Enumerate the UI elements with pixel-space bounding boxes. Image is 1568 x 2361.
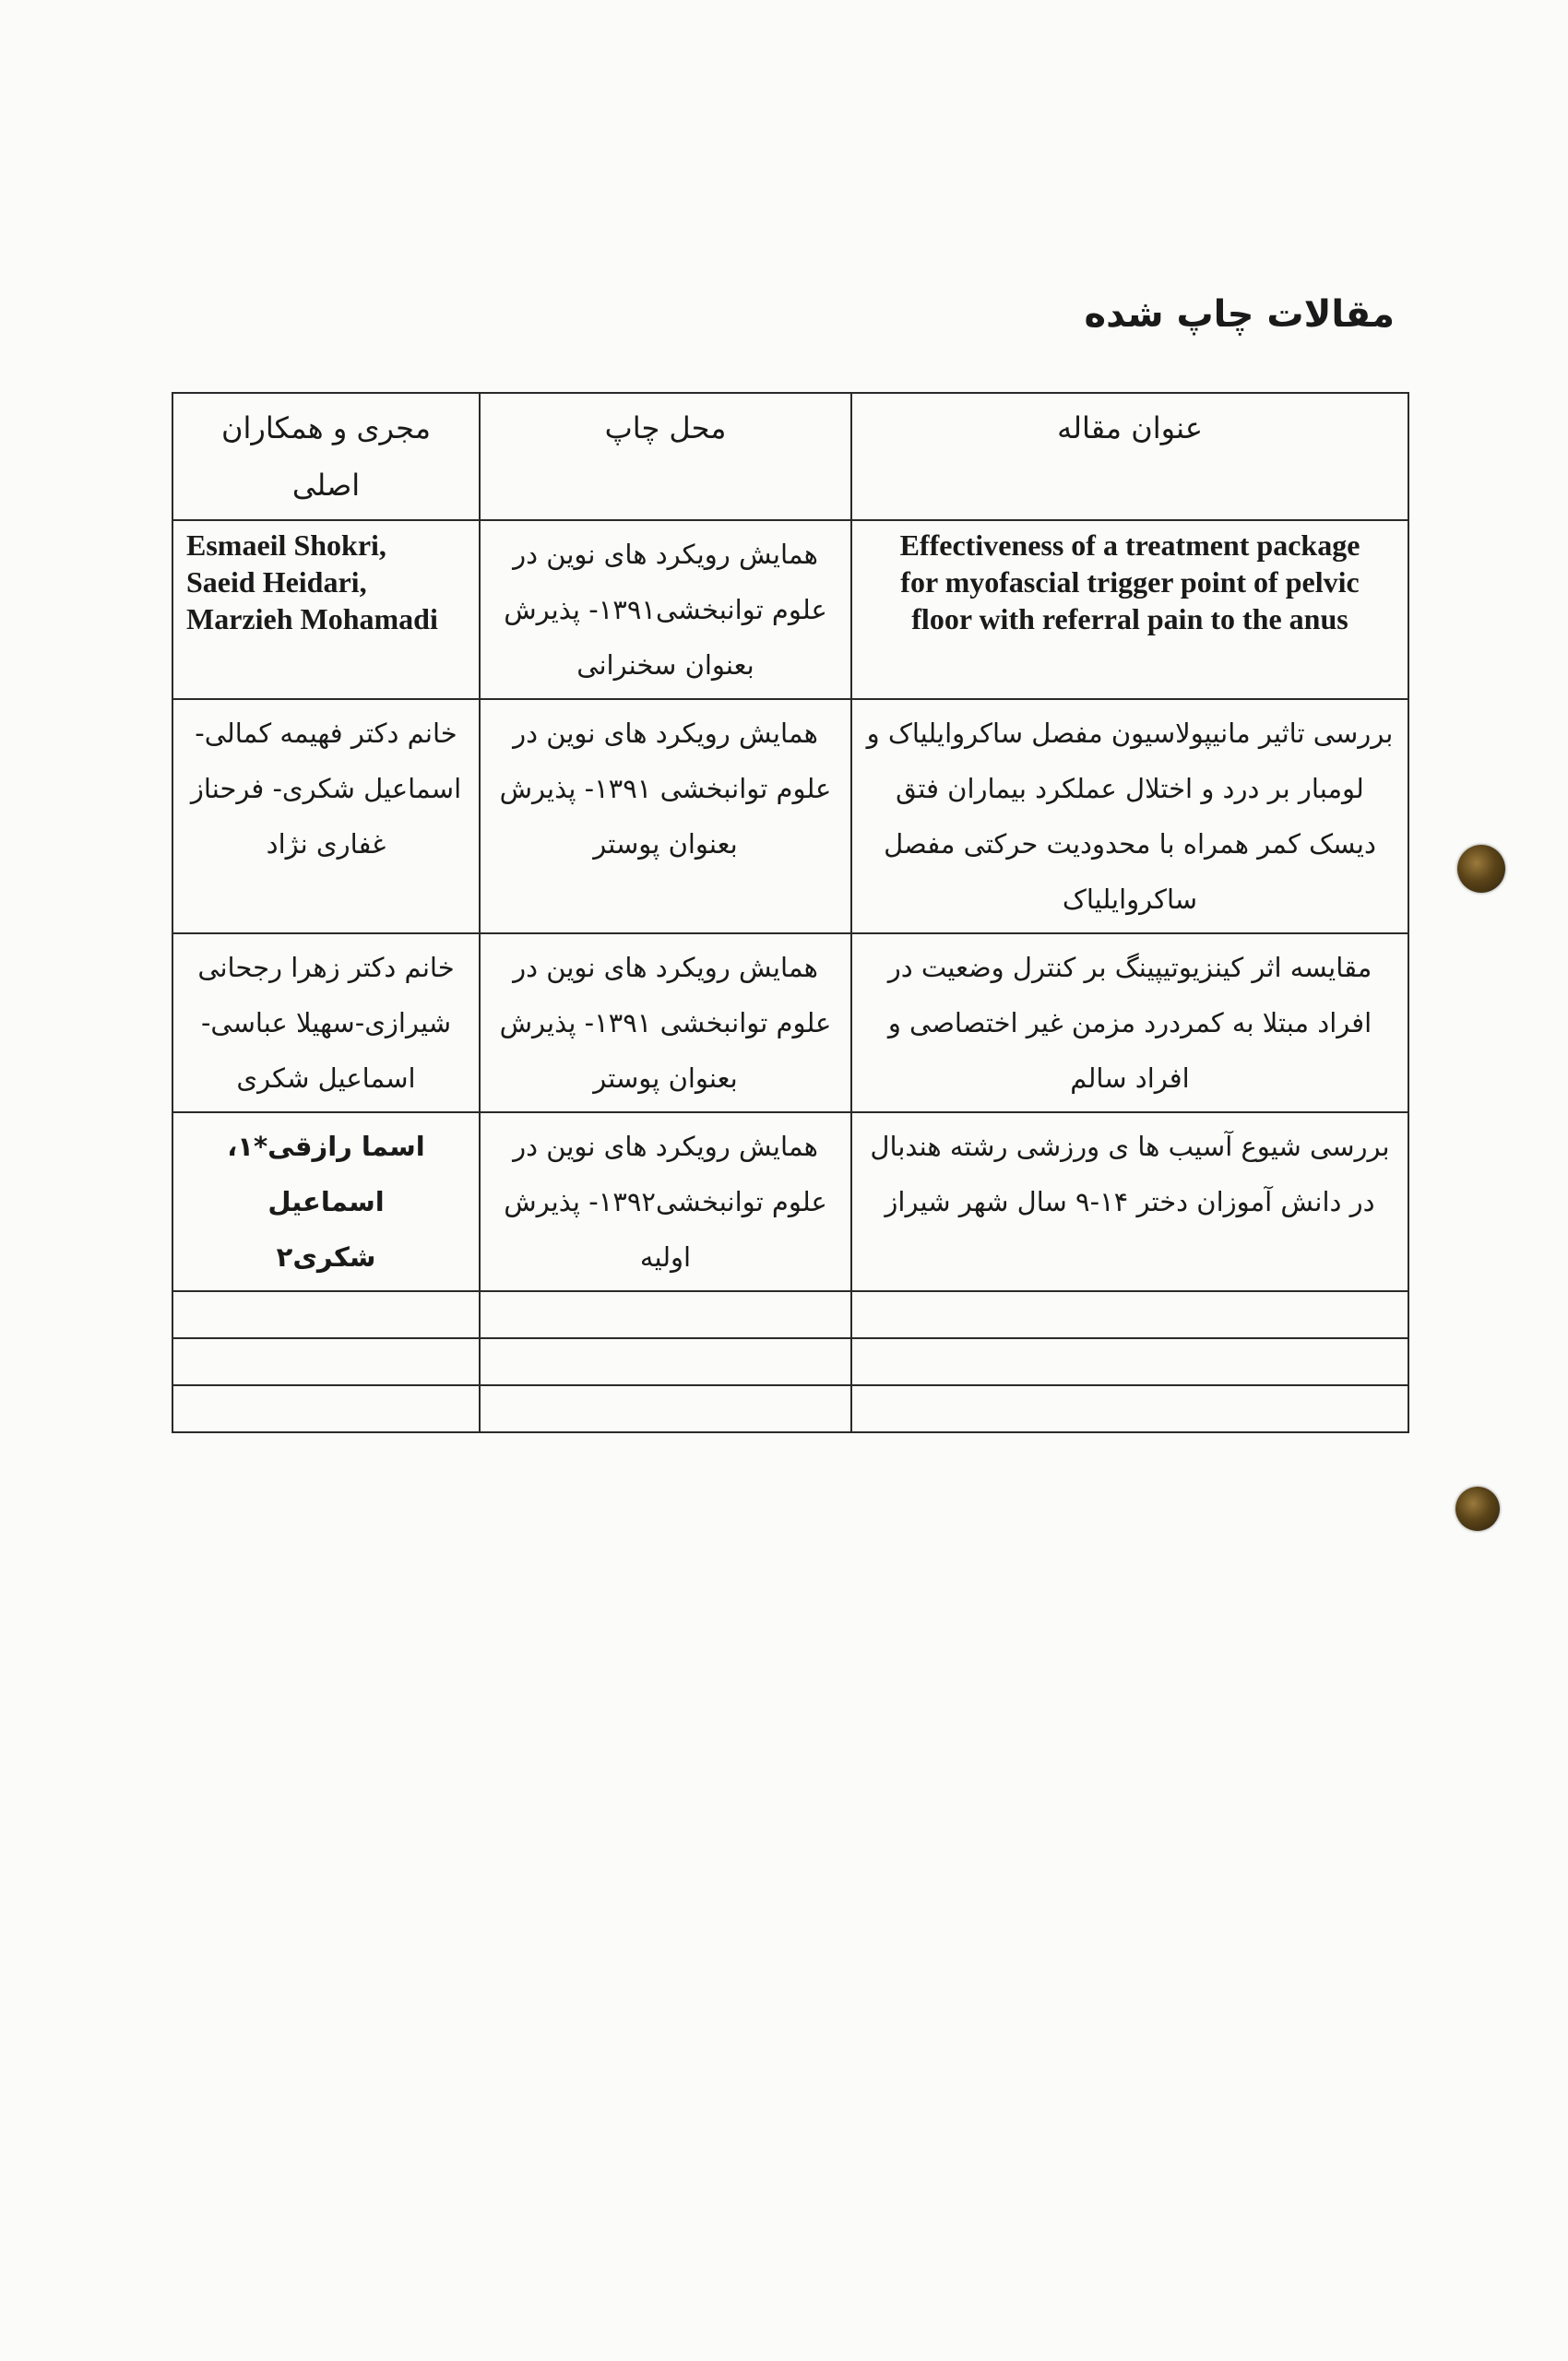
authors-text: اسما رازقی*۱، اسماعیل شکری۲ xyxy=(227,1131,425,1273)
empty-cell xyxy=(480,1385,851,1432)
title-text: مقایسه اثر کینزیوتیپینگ بر کنترل وضعیت در افراد مبتلا به کمردرد مزمن غیر اختصاصی و افراد سالم xyxy=(887,952,1372,1094)
cell-venue xyxy=(480,699,851,933)
cell-title xyxy=(851,933,1408,1112)
cell-title xyxy=(851,1112,1408,1291)
empty-cell xyxy=(172,1338,480,1385)
empty-cell xyxy=(480,1338,851,1385)
table-row xyxy=(172,933,1408,1112)
page-title: مقالات چاپ شده xyxy=(1084,293,1395,336)
table-row xyxy=(172,1112,1408,1291)
empty-cell xyxy=(172,1291,480,1338)
empty-table-row xyxy=(172,1291,1408,1338)
cell-title xyxy=(851,699,1408,933)
venue-text: همایش رویکرد های نوین در علوم توانبخشی۱۳۹۱- پذیرش بعنوان سخنرانی xyxy=(504,539,827,681)
empty-cell xyxy=(480,1291,851,1338)
venue-text: همایش رویکرد های نوین در علوم توانبخشی ۱۳۹۱- پذیرش بعنوان پوستر xyxy=(499,952,832,1094)
cell-venue xyxy=(480,1112,851,1291)
header-venue: محل چاپ xyxy=(480,393,851,520)
title-text: بررسی تاثیر مانیپولاسیون مفصل ساکروایلیاک و لومبار بر درد و اختلال عملکرد بیماران فتق دیسک کمر همراه با محدودیت حرکتی مفصل ساکروایلیاک xyxy=(866,718,1394,915)
cell-authors xyxy=(172,1112,480,1291)
venue-text: همایش رویکرد های نوین در علوم توانبخشی ۱۳۹۱- پذیرش بعنوان پوستر xyxy=(499,718,832,860)
venue-text: همایش رویکرد های نوین در علوم توانبخشی۱۳۹۲- پذیرش اولیه xyxy=(504,1131,827,1273)
cell-venue xyxy=(480,933,851,1112)
header-title: عنوان مقاله xyxy=(851,393,1408,520)
cell-venue xyxy=(480,520,851,699)
empty-cell xyxy=(851,1291,1408,1338)
header-authors: مجری و همکاران اصلی xyxy=(172,393,480,520)
empty-table-row xyxy=(172,1338,1408,1385)
binder-hole-icon xyxy=(1457,845,1505,893)
authors-text: خانم دکتر زهرا رجحانی شیرازی-سهیلا عباسی- اسماعیل شکری xyxy=(197,952,455,1094)
authors-text: خانم دکتر فهیمه کمالی- اسماعیل شکری- فرحناز غفاری نژاد xyxy=(190,718,462,860)
empty-cell xyxy=(851,1385,1408,1432)
cell-authors xyxy=(172,933,480,1112)
authors-text: Esmaeil Shokri, Saeid Heidari, Marzieh Mohamadi xyxy=(186,528,438,635)
empty-cell xyxy=(851,1338,1408,1385)
published-articles-table xyxy=(172,392,1409,1433)
title-text: بررسی شیوع آسیب ها ی ورزشی رشته هندبال در دانش آموزان دختر ۱۴-۹ سال شهر شیراز xyxy=(870,1131,1390,1217)
cell-title xyxy=(851,520,1408,699)
cell-authors xyxy=(172,520,480,699)
title-text: Effectiveness of a treatment package for myofascial trigger point of pelvic floor with referral pain to the anus xyxy=(899,528,1360,635)
binder-hole-icon xyxy=(1455,1487,1500,1531)
table-header-row xyxy=(172,393,1408,520)
empty-table-row xyxy=(172,1385,1408,1432)
cell-authors xyxy=(172,699,480,933)
table-row xyxy=(172,699,1408,933)
empty-cell xyxy=(172,1385,480,1432)
table-row xyxy=(172,520,1408,699)
